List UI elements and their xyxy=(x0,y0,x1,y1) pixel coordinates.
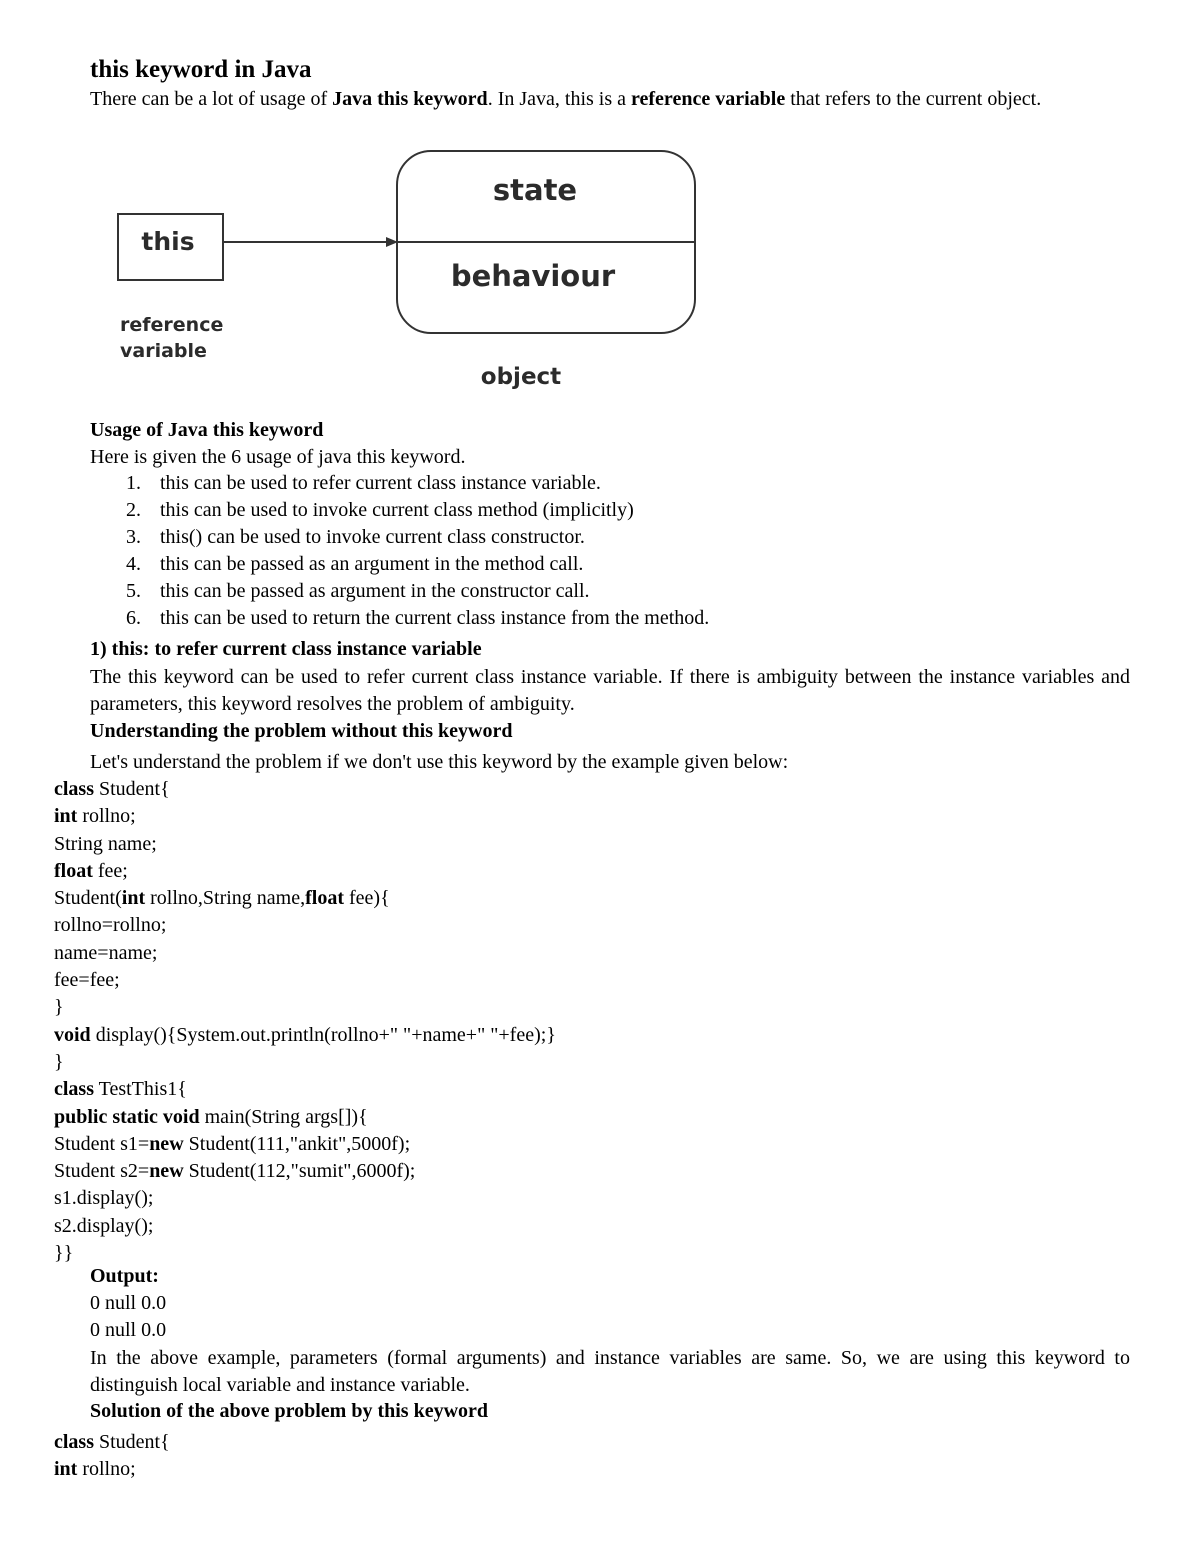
code-line: name=name; xyxy=(54,941,158,964)
solution-heading: Solution of the above problem by this keyword xyxy=(90,1400,489,1422)
code-line: fee=fee; xyxy=(54,969,120,992)
code-line xyxy=(54,1076,556,1103)
code-block-1 xyxy=(54,776,556,1267)
usage-item-text: this can be used to return the current class instance from the method. xyxy=(160,607,710,629)
section1-heading: 1) this: to refer current class instance variable xyxy=(90,638,482,660)
usage-intro: Here is given the 6 usage of java this keyword. xyxy=(90,446,466,468)
usage-item-5 xyxy=(90,578,709,605)
output-explanation: In the above example, parameters (formal arguments) and instance variables are same. So, we are using this keyword to distinguish local variable and instance variable. xyxy=(90,1347,1130,1396)
code-text: Student(112,"sumit",6000f); xyxy=(183,1160,416,1183)
code-line: } xyxy=(54,996,64,1019)
usage-item-text: this can be passed as argument in the constructor call. xyxy=(160,580,590,602)
code-line: } xyxy=(54,1050,64,1073)
code-keyword: new xyxy=(149,1132,184,1155)
intro-bold-2: reference variable xyxy=(631,88,786,110)
section1-lead: Let's understand the problem if we don't use this keyword by the example given below: xyxy=(90,751,789,773)
code-keyword: int xyxy=(121,887,146,910)
code-line: s2.display(); xyxy=(54,1214,154,1237)
code-keyword: int xyxy=(54,1458,78,1481)
usage-item-text: this can be used to refer current class instance variable. xyxy=(160,472,601,494)
page-title: this keyword in Java xyxy=(90,56,312,83)
usage-item-text: this can be passed as an argument in the method call. xyxy=(160,553,584,575)
reference-label-line2: variable xyxy=(120,340,207,362)
code-line: rollno=rollno; xyxy=(54,914,167,937)
code-keyword: public static void xyxy=(54,1105,200,1128)
usage-item-number: 6. xyxy=(126,607,141,629)
code-line xyxy=(54,1158,556,1185)
code-line: }} xyxy=(54,1242,74,1265)
this-reference-diagram xyxy=(0,140,760,400)
intro-text-3: that refers to the current object. xyxy=(785,88,1042,110)
this-box-label: this xyxy=(141,227,195,256)
code-line xyxy=(54,858,556,885)
usage-item-number: 3. xyxy=(126,526,141,548)
usage-item-text: this can be used to invoke current class method (implicitly) xyxy=(160,499,634,521)
code-text: rollno; xyxy=(77,805,136,828)
code-keyword: class xyxy=(54,1078,94,1101)
code-line xyxy=(54,885,556,912)
intro-text-2: . In Java, this is a xyxy=(487,88,631,110)
code-line xyxy=(54,776,556,803)
code-text: display(){System.out.println(rollno+" "+name+" "+fee);} xyxy=(90,1023,556,1046)
output-label: Output: xyxy=(90,1265,159,1287)
usage-item-4 xyxy=(90,551,709,578)
reference-label-line1: reference xyxy=(120,314,224,336)
code-keyword: float xyxy=(305,887,344,910)
code-text: TestThis1{ xyxy=(94,1078,187,1101)
usage-item-text: this() can be used to invoke current class constructor. xyxy=(160,526,585,548)
usage-item-1 xyxy=(90,470,709,497)
usage-item-number: 5. xyxy=(126,580,141,602)
code-keyword: class xyxy=(54,778,94,800)
intro-paragraph xyxy=(90,86,1130,113)
usage-item-number: 4. xyxy=(126,553,141,575)
behaviour-label: behaviour xyxy=(450,259,616,293)
section1-text: The this keyword can be used to refer current class instance variable. If there is ambiguity between the instance variables and parameters, this keyword resolves the problem of ambiguity. xyxy=(90,666,1130,715)
code-keyword: void xyxy=(54,1023,91,1046)
code-keyword: float xyxy=(54,859,93,882)
section1-subheading: Understanding the problem without this keyword xyxy=(90,720,513,742)
usage-heading: Usage of Java this keyword xyxy=(90,419,324,441)
code-text: Student s1= xyxy=(54,1132,150,1155)
object-label: object xyxy=(480,364,562,390)
usage-item-6 xyxy=(90,605,709,632)
code-text: Student s2= xyxy=(54,1160,150,1183)
code-text: Student(111,"ankit",5000f); xyxy=(183,1132,411,1155)
usage-list xyxy=(90,470,709,632)
intro-text-1: There can be a lot of usage of xyxy=(90,88,333,110)
code-line: String name; xyxy=(54,832,157,855)
code-line xyxy=(54,1022,556,1049)
usage-item-3 xyxy=(90,524,709,551)
output-line-1: 0 null 0.0 xyxy=(90,1292,167,1314)
code-text: Student{ xyxy=(94,1431,170,1453)
code-line xyxy=(54,1429,170,1456)
usage-item-number: 2. xyxy=(126,499,141,521)
output-section xyxy=(90,1263,166,1344)
code-text: Student{ xyxy=(94,778,170,800)
code-text: Student( xyxy=(54,887,122,910)
usage-item-2 xyxy=(90,497,709,524)
code-keyword: class xyxy=(54,1431,94,1453)
code-text: fee; xyxy=(92,859,128,882)
code-line: s1.display(); xyxy=(54,1187,154,1210)
code-line xyxy=(54,1131,556,1158)
code-line xyxy=(54,803,556,830)
state-label: state xyxy=(492,173,578,207)
code-text: rollno,String name, xyxy=(145,887,306,910)
code-text: fee){ xyxy=(344,887,390,910)
code-text: main(String args[]){ xyxy=(199,1105,368,1128)
output-line-2: 0 null 0.0 xyxy=(90,1319,167,1341)
intro-bold-1: Java this keyword xyxy=(332,88,488,110)
code-text: rollno; xyxy=(77,1458,136,1481)
usage-item-number: 1. xyxy=(126,472,141,494)
code-line xyxy=(54,1104,556,1131)
code-block-2 xyxy=(54,1429,170,1484)
code-keyword: new xyxy=(149,1160,184,1183)
code-keyword: int xyxy=(54,805,78,828)
code-line xyxy=(54,1456,170,1483)
